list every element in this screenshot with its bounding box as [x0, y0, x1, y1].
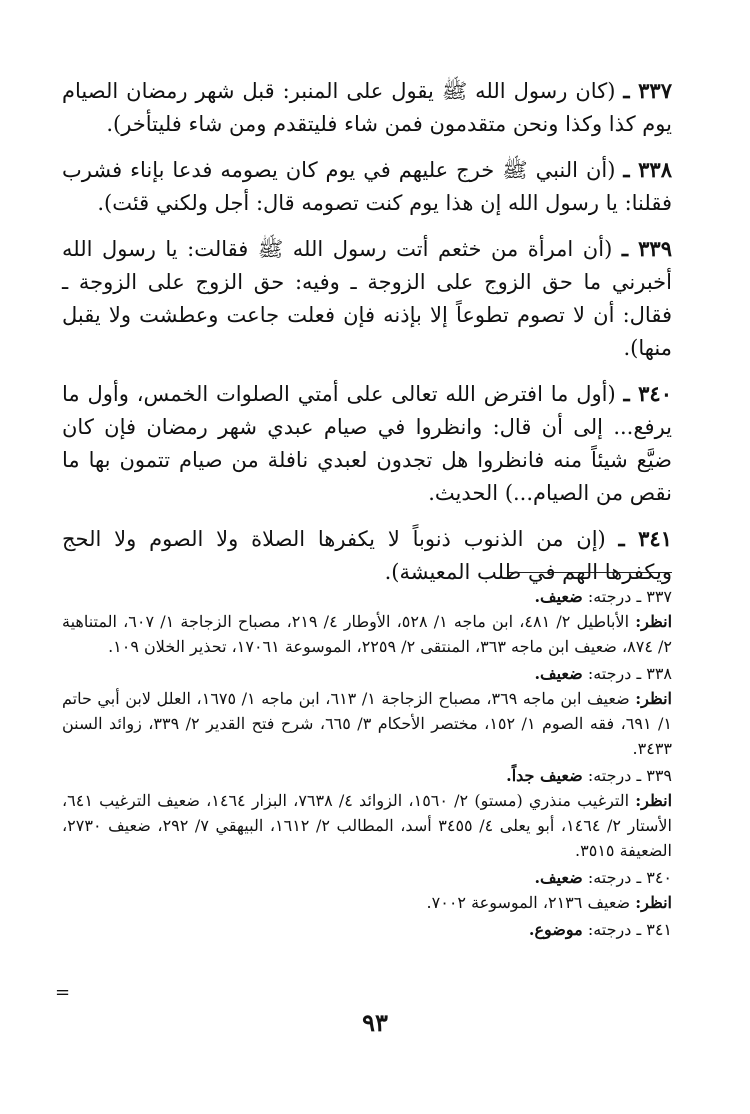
footnote-grade-label: ٣٣٧ ـ درجته:	[587, 587, 672, 606]
footnote-sources	[62, 686, 672, 761]
footnote-grade: ضعيف.	[534, 868, 583, 887]
see-label: انظر:	[635, 791, 673, 810]
footnote-head	[62, 917, 672, 942]
hadith-list	[62, 74, 672, 601]
sources-text: ضعيف ٢١٣٦، الموسوعة ٧٠٠٢.	[426, 893, 631, 912]
hadith-number: ٣٣٩ ـ	[621, 236, 672, 261]
footnote-head	[62, 763, 672, 788]
see-label: انظر:	[635, 689, 672, 708]
hadith-339	[62, 232, 672, 365]
footnote-grade: ضعيف جداً.	[506, 766, 583, 785]
hadith-340	[62, 377, 672, 510]
footnote-337	[62, 584, 672, 659]
hadith-341	[62, 522, 672, 589]
footnote-grade: ضعيف.	[534, 587, 583, 606]
hadith-text: (إن من الذنوب ذنوباً لا يكفرها الصلاة ولا الصوم ولا الحج ويكفرها الهم في طلب المعيشة).	[62, 527, 672, 584]
hadith-number: ٣٣٧ ـ	[623, 78, 672, 103]
footnote-341	[62, 917, 672, 942]
footnote-grade: موضوع.	[528, 920, 583, 939]
hadith-number: ٣٤٠ ـ	[623, 381, 672, 406]
footnote-sources	[62, 609, 672, 659]
footnote-grade: ضعيف.	[534, 664, 583, 683]
page-number: ٩٣	[362, 1008, 388, 1037]
see-label: انظر:	[635, 612, 673, 631]
sources-text: ضعيف ابن ماجه ٣٦٩، مصباح الزجاجة ١/ ٦١٣، ابن ماجه ١/ ١٦٧٥، العلل لابن أبي حاتم ١/ ٦٩١، فقه الصوم ١/ ١٥٢، مختصر الأحكام ٣/ ٦٦٥، شرح فتح القدير ٢/ ٣٣٩، زوائد السنن ٣٤٣٣.	[62, 689, 672, 758]
footnote-338	[62, 661, 672, 761]
footnote-sources	[62, 788, 672, 863]
footnote-340	[62, 865, 672, 915]
hadith-text: (أن النبي ﷺ خرج عليهم في يوم كان يصومه فدعا بإناء فشرب فقلنا: يا رسول الله إن هذا يوم كنت تصومه قال: أجل ولكني قئت).	[62, 158, 672, 215]
hadith-text: (كان رسول الله ﷺ يقول على المنبر: قبل شهر رمضان الصيام يوم كذا وكذا ونحن متقدمون فمن شاء فليتقدم ومن شاء فليتأخر).	[62, 79, 672, 136]
hadith-number: ٣٣٨ ـ	[623, 157, 672, 182]
footnote-grade-label: ٣٤٠ ـ درجته:	[587, 868, 672, 887]
footnote-head	[62, 865, 672, 890]
hadith-text: (أن امرأة من خثعم أتت رسول الله ﷺ فقالت: يا رسول الله أخبرني ما حق الزوج على الزوجة ـ وفيه: حق الزوج على الزوجة ـ فقال: أن لا تصوم تطوعاً إلا بإذنه فإن فعلت جاعت وعطشت ولا يقبل منها).	[62, 237, 672, 360]
sources-text: الترغيب منذري (مستو) ٢/ ١٥٦٠، الزوائد ٤/ ٧٦٣٨، البزار ١٤٦٤، ضعيف الترغيب ٦٤١، الأستار ٢/ ١٤٦٤، أبو يعلى ٤/ ٣٤٥٥ أسد، المطالب ٢/ ١٦١٢، البيهقي ٧/ ٢٩٢، ضعيف ٢٧٣٠، الضعيفة ٣٥١٥.	[62, 791, 672, 860]
footnote-grade-label: ٣٣٩ ـ درجته:	[587, 766, 672, 785]
hadith-text: (أول ما افترض الله تعالى على أمتي الصلوات الخمس، وأول ما يرفع... إلى أن قال: وانظروا في صيام عبدي شهر رمضان فإن كان ضيَّع شيئاً منه فانظروا هل تجدون لعبدي نافلة من صيام تتمون بها ما نقص من الصيام...) الحديث.	[62, 382, 672, 505]
footnote-sources	[62, 890, 672, 915]
footnote-grade-label: ٣٤١ ـ درجته:	[587, 920, 672, 939]
footnote-339	[62, 763, 672, 863]
footnote-head	[62, 584, 672, 609]
footnote-head	[62, 661, 672, 686]
footnote-divider	[507, 572, 672, 573]
sources-text: الأباطيل ٢/ ٤٨١، ابن ماجه ١/ ٥٢٨، الأوطار ٤/ ٢١٩، مصباح الزجاجة ١/ ٦٠٧، المتناهية ٢/ ٨٧٤، ضعيف ابن ماجه ٣٦٣، المنتقى ٢/ ٢٢٥٩، الموسوعة ١٧٠٦١، تحذير الخلان ١٠٩.	[62, 612, 672, 656]
footnotes	[62, 584, 672, 944]
see-label: انظر:	[635, 893, 672, 912]
hadith-337	[62, 74, 672, 141]
hadith-338	[62, 153, 672, 220]
hadith-number: ٣٤١ ـ	[618, 526, 672, 551]
continuation-mark: =	[55, 982, 71, 1003]
footnote-grade-label: ٣٣٨ ـ درجته:	[587, 664, 672, 683]
